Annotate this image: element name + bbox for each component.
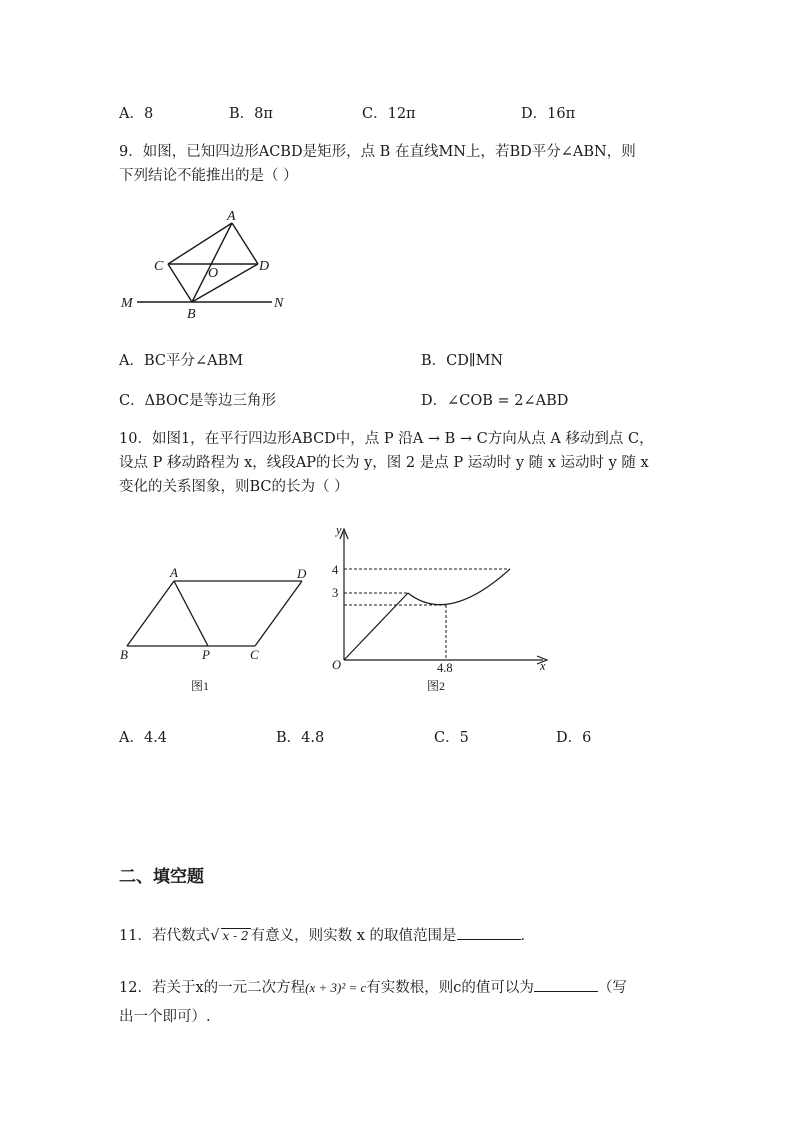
figure-2-caption: 图2	[427, 679, 446, 693]
q8-option-b: B．8π	[229, 106, 273, 122]
label-d: D	[259, 259, 270, 274]
q11-stem	[119, 924, 535, 945]
axis-label-x: x	[540, 659, 546, 673]
q10-stem-line2: 设点 P 移动路程为 x，线段AP的长为 y，图 2 是点 P 运动时 y 随 x 运动时 y 随 x	[119, 455, 649, 471]
q12-prefix: 12．若关于x的一元二次方程	[119, 980, 306, 996]
label-o: O	[208, 266, 219, 281]
q11-prefix: 11．若代数式	[119, 928, 210, 944]
q9-figure	[115, 205, 300, 320]
q11-suffix: 有意义，则实数 x 的取值范围是	[250, 928, 457, 944]
q10-option-b: B．4.8	[276, 730, 325, 746]
q9-option-b: B．CD∥MN	[421, 353, 504, 369]
q12-answer-blank[interactable]	[534, 977, 598, 992]
seg-ap	[174, 581, 208, 646]
tick-label-4-8: 4.8	[437, 661, 453, 675]
seg-bc	[168, 264, 192, 302]
label-b: B	[187, 307, 196, 320]
label-b: B	[120, 647, 128, 662]
q10-stem-line1: 10．如图1，在平行四边形ABCD中，点 P 沿A → B → C方向从点 A 移动到点 C，	[119, 431, 654, 447]
q8-option-a: A．8	[119, 106, 154, 122]
tick-label-3: 3	[332, 586, 339, 600]
label-d: D	[297, 566, 307, 581]
label-m: M	[121, 296, 133, 311]
graph-linear-part	[344, 593, 408, 660]
q10-option-a: A．4.4	[119, 730, 168, 746]
q11-radicand: x - 2	[222, 929, 249, 943]
q9-stem-line2: 下列结论不能推出的是（ ）	[119, 168, 298, 184]
seg-ad	[232, 223, 258, 264]
label-c: C	[250, 647, 259, 662]
graph-curve-part	[408, 569, 510, 605]
q10-figure-2	[320, 520, 560, 700]
q12-end: （写	[597, 980, 627, 996]
section-title: 二、填空题	[119, 867, 204, 887]
q9-option-c: C．ΔBOC是等边三角形	[119, 393, 276, 409]
seg-ba	[127, 581, 174, 646]
axis-label-y: y	[336, 523, 342, 537]
q12-stem-line2: 出一个即可）.	[119, 1009, 211, 1025]
q11-answer-blank[interactable]	[457, 925, 521, 940]
q10-figure-1	[115, 560, 320, 700]
tick-label-4: 4	[332, 563, 339, 577]
q8-option-c: C．12π	[362, 106, 416, 122]
seg-dc	[255, 581, 302, 646]
q9-stem-line1: 9．如图，已知四边形ACBD是矩形，点 B 在直线MN上，若BD平分∠ABN，则	[119, 144, 636, 160]
label-p: P	[202, 647, 210, 662]
q12-stem-line1	[119, 976, 627, 997]
q8-option-d: D．16π	[521, 106, 576, 122]
label-n: N	[274, 296, 284, 311]
q10-option-c: C．5	[434, 730, 469, 746]
label-a: A	[170, 565, 178, 580]
q12-equation: (x + 3)² = c	[305, 980, 367, 995]
figure-1-caption: 图1	[191, 679, 210, 693]
label-c: C	[154, 259, 164, 274]
q10-option-d: D．6	[556, 730, 592, 746]
q9-option-d: D．∠COB = 2∠ABD	[421, 393, 569, 409]
q10-stem-line3: 变化的关系图象，则BC的长为（ ）	[119, 479, 349, 495]
q11-end: ．	[520, 928, 536, 944]
label-a: A	[227, 209, 236, 224]
radical-sign-icon: √	[209, 926, 220, 944]
q12-suffix: 有实数根，则c的值可以为	[366, 980, 534, 996]
origin-label: O	[332, 658, 342, 672]
q9-option-a: A．BC平分∠ABM	[119, 353, 244, 369]
